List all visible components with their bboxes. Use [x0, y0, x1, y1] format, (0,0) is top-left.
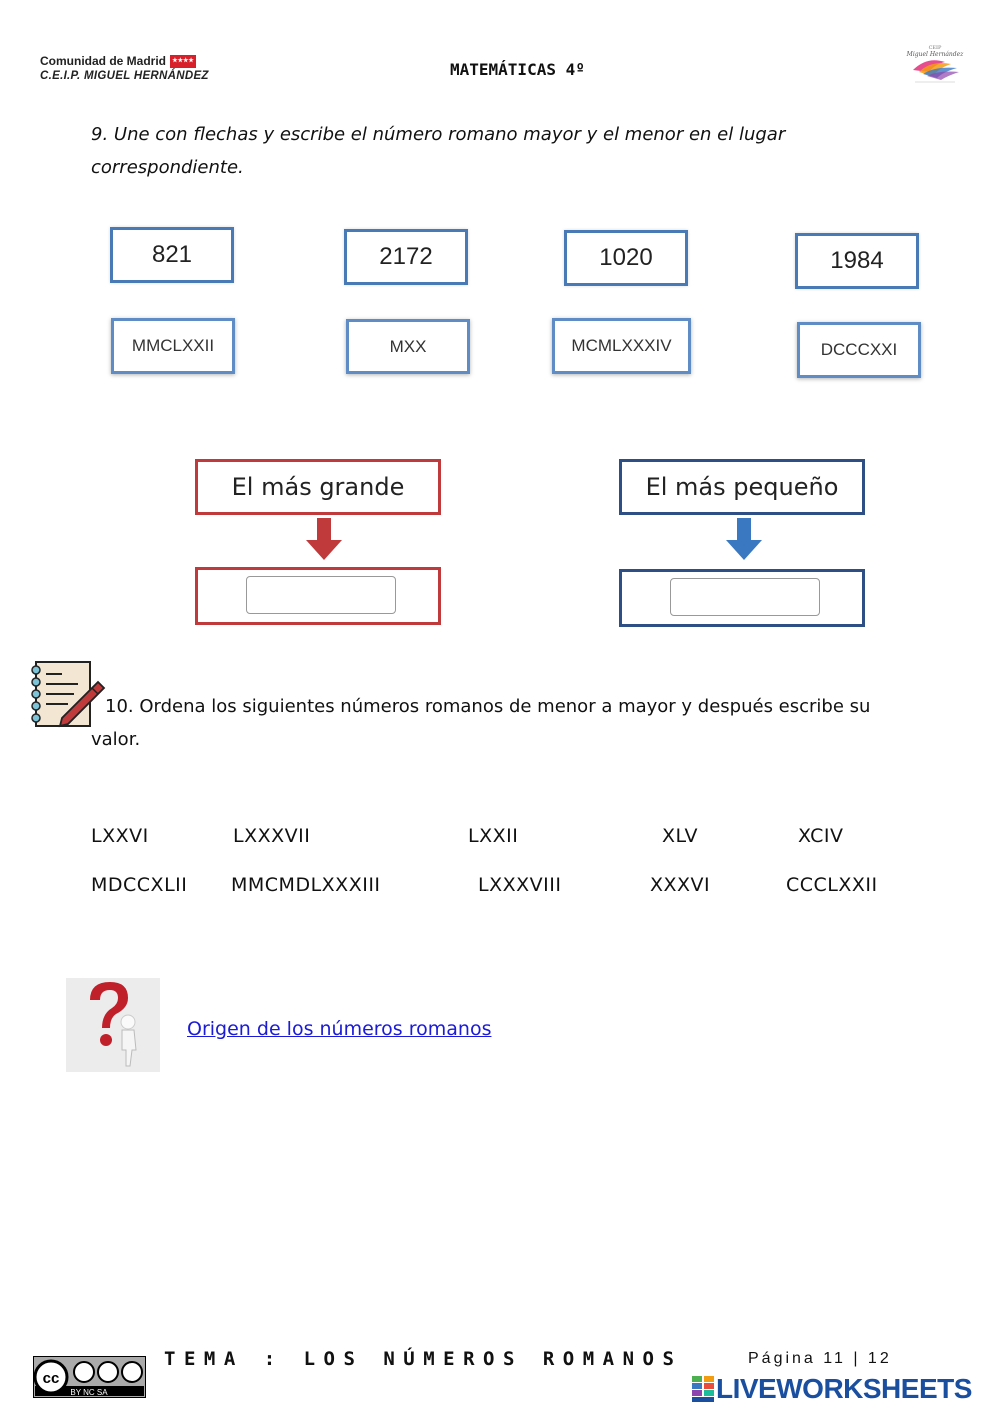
exercise-9-instruction: 9. Une con flechas y escribe el número romano mayor y el menor en el lugar correspondiente.: [91, 124, 786, 178]
largest-answer-box: [195, 567, 441, 625]
number-box-1984[interactable]: 1984: [795, 233, 919, 289]
roman-box-mmclxxii[interactable]: MMCLXXII: [111, 318, 235, 374]
liveworksheets-brand: [692, 1373, 972, 1405]
svg-text:cc: cc: [42, 1370, 60, 1387]
school-logo-text: Miguel Hernández: [906, 51, 964, 58]
largest-answer-input[interactable]: [246, 576, 396, 614]
roman-numeral: MDCCXLII: [91, 874, 188, 896]
roman-box-mxx[interactable]: MXX: [346, 319, 470, 374]
down-arrow-red-icon: [306, 518, 342, 560]
question-mark-figure-icon: [66, 978, 160, 1072]
org-name: Comunidad de Madrid: [40, 54, 166, 68]
madrid-flag-icon: ★★★★: [170, 55, 196, 68]
school-logo: [905, 42, 965, 86]
creative-commons-license-icon: [33, 1356, 146, 1398]
roman-box-dccxxi[interactable]: DCCCXXI: [797, 322, 921, 378]
exercise-10-instruction: 10. Ordena los siguientes números romanos de menor a mayor y después escribe su valor.: [91, 696, 871, 750]
roman-numeral: XLV: [662, 825, 699, 847]
roman-numeral: CCCLXXII: [786, 874, 878, 896]
license-text: BY NC SA: [70, 1388, 108, 1397]
brand-name: LIVEWORKSHEETS: [716, 1373, 972, 1404]
page-number: Página 11 | 12: [748, 1350, 892, 1367]
page-title: MATEMÁTICAS 4º: [450, 60, 585, 79]
header-organization: [40, 54, 209, 82]
largest-label-box: El más grande: [195, 459, 441, 515]
roman-numeral: LXXXVIII: [478, 874, 562, 896]
origin-roman-numbers-link[interactable]: Origen de los números romanos: [187, 1018, 492, 1040]
number-box-2172[interactable]: 2172: [344, 229, 468, 285]
footer-topic: TEMA : LOS NÚMEROS ROMANOS: [164, 1348, 683, 1370]
number-box-1020[interactable]: 1020: [564, 230, 688, 286]
smallest-answer-input[interactable]: [670, 578, 820, 616]
roman-numeral: XCIV: [798, 825, 844, 847]
roman-numeral: LXXII: [468, 825, 519, 847]
school-name: C.E.I.P. MIGUEL HERNÁNDEZ: [40, 70, 209, 82]
svg-text:CEIP: CEIP: [928, 45, 942, 51]
roman-numeral: XXXVI: [650, 874, 711, 896]
roman-numeral: LXXXVII: [233, 825, 311, 847]
smallest-answer-box: [619, 569, 865, 627]
roman-numeral: MMCMDLXXXIII: [231, 874, 381, 896]
roman-numeral: LXXVI: [91, 825, 149, 847]
number-box-821[interactable]: 821: [110, 227, 234, 283]
liveworksheets-logo-icon: [692, 1376, 714, 1402]
down-arrow-blue-icon: [726, 518, 762, 560]
smallest-label-box: El más pequeño: [619, 459, 865, 515]
roman-box-mcmlxxxiv[interactable]: MCMLXXXIV: [552, 318, 691, 374]
